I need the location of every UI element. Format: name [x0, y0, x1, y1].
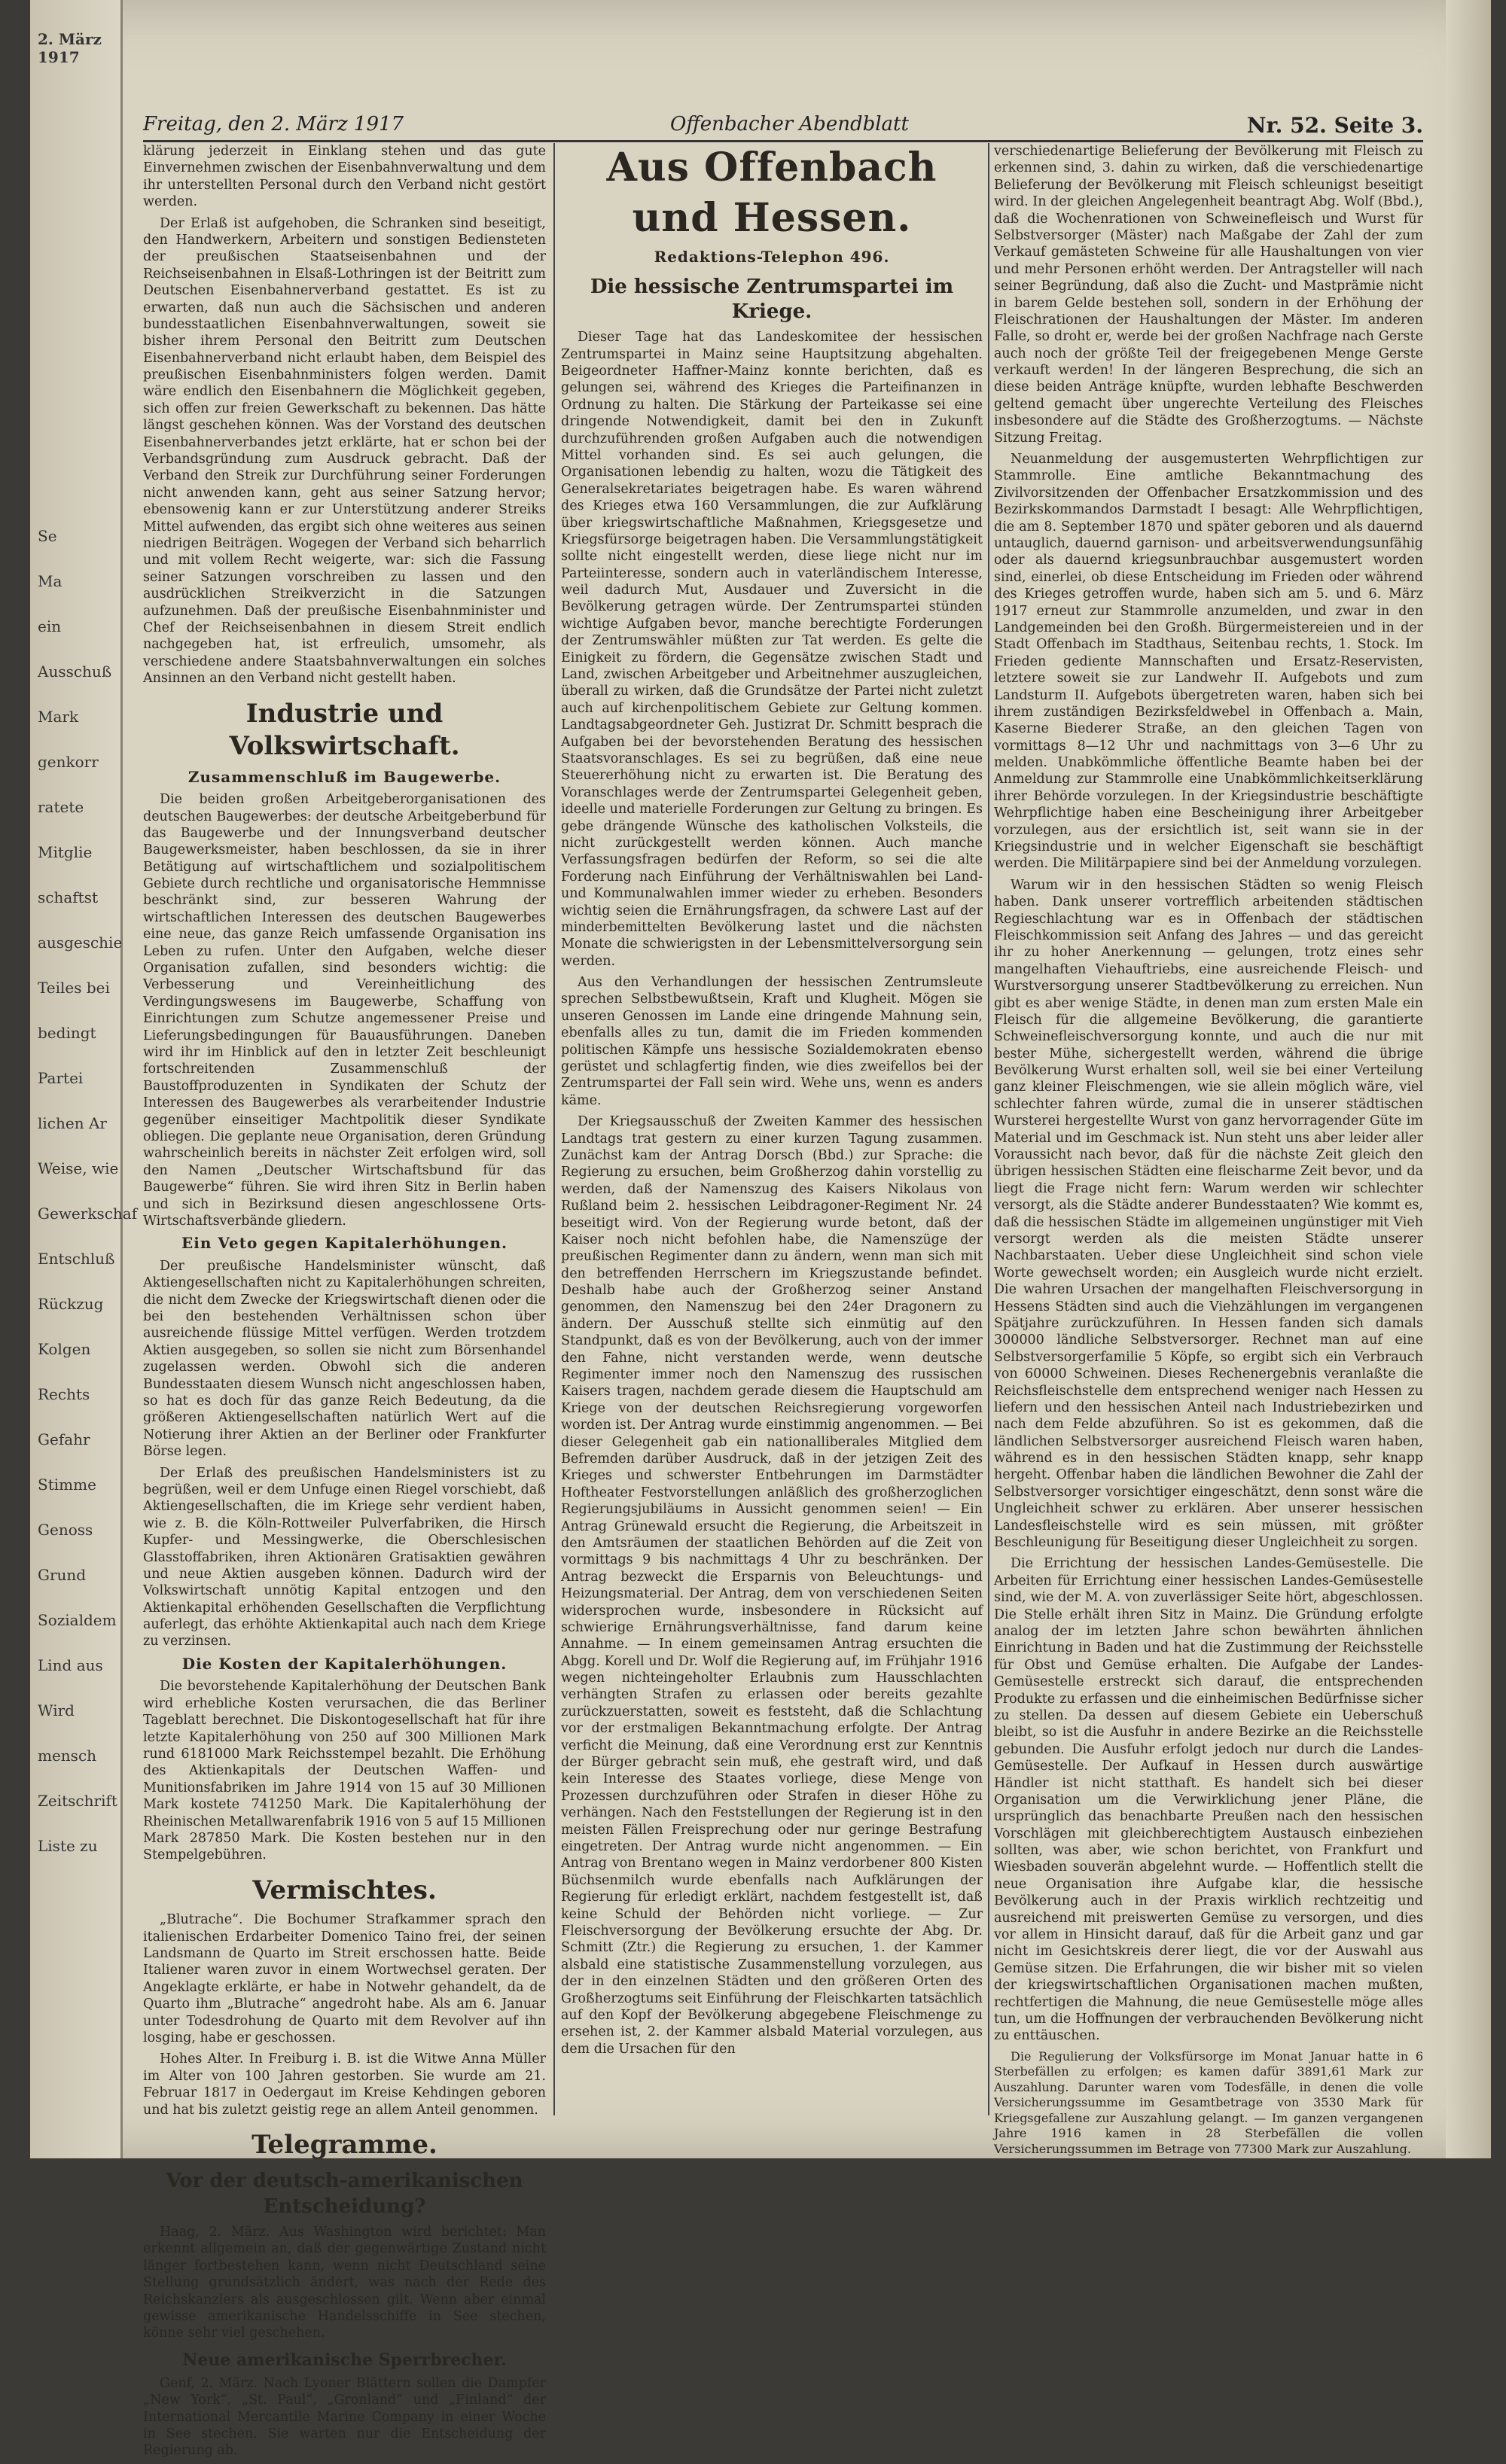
binding-shadow [1446, 0, 1491, 2158]
edge-fragment: Se [38, 527, 57, 545]
subheading: Zusammenschluß im Baugewerbe. [187, 767, 501, 786]
paragraph: Aus den Verhandlungen der hessischen Zentrumsleute sprechen Selbstbewußtsein, Kraft und Klugheit. Mögen sie unseren Genossen im Lande eine dringende Mahnung sein, ebenfalls alles zu tun, damit die im Frieden kommenden politischen Kämpfe uns hessische Sozialdemokraten ebenso gerüstet und schlagfertig finden, wie dies zweifellos bei der Zentrumspartei der Fall sein wird. Wehe uns, wenn es anders käme. [561, 975, 983, 1108]
section-heading-industrie: Industrie und Volkswirtschaft. [229, 698, 460, 762]
edge-fragment: ausgeschie [38, 934, 123, 952]
edge-fragment: Partei [38, 1069, 84, 1087]
paragraph: Der preußische Handelsminister wünscht, daß Aktiengesellschaften nicht zu Kapitalerhöhungen schreiten, die nicht dem Zwecke der Kriegswirtschaft dienen oder die bei den bestehenden Verhältnissen schon über ausreichende flüssige Mittel verfügen. Werden trotzdem Aktien ausgegeben, so sollen sie nicht zum Börsenhandel zugelassen werden. Obwohl sich die anderen Bundesstaaten diesem Wunsch nicht angeschlossen haben, so hat es doch für das ganze Reich Bedeutung, da die größeren Aktiengesellschaften natürlich Wert auf die Notierung ihrer Aktien an der Berliner oder Frankfurter Börse legen. [143, 1258, 546, 1460]
edge-fragment: Rechts [38, 1385, 90, 1403]
header-issue: Nr. 52. Seite 3. [1246, 113, 1423, 138]
paragraph: Haag, 2. März. Aus Washington wird berichtet: Man erkennt allgemein an, daß der gegenwärtige Zustand nicht länger fortbestehen kann, wenn nicht Deutschland seine Stellung grundsätzlich ändert, was nach der Rede des Reichskanzlers als ausgeschlossen gilt. Wenn aber einmal gewisse amerikanische Handelsschiffe in See stechen, könne sehr viel geschehen. [143, 2225, 546, 2341]
edge-fragment: genkorr [38, 753, 99, 771]
edge-fragment: mensch [38, 1747, 97, 1765]
edge-fragment: Teiles bei [38, 979, 110, 997]
edge-fragment: schaftst [38, 888, 99, 906]
paragraph: „Blutrache“. Die Bochumer Strafkammer sprach den italienischen Erdarbeiter Domenico Taino frei, der seinen Landsmann de Quarto im Streit erschossen hatte. Beide Italiener waren zuvor in einem Wortwechsel geraten. Der Angeklagte erklärte, er habe in Notwehr gehandelt, da de Quarto ihm „Blutrache“ angedroht habe. Als am 6. Januar unter Todesdrohung de Quarto mit dem Revolver auf ihn losging, habe er geschossen. [143, 1912, 546, 2045]
edge-fragment: Liste zu [38, 1837, 98, 1855]
redaktions-telephon: Redaktions-Telephon 496. [654, 248, 890, 267]
paragraph: Der Kriegsausschuß der Zweiten Kammer des hessischen Landtags trat gestern zu einer kurzen Tagung zusammen. Zunächst kam der Antrag Dorsch (Bbd.) zur Sprache: die Regierung zu ersuchen, beim Großherzog dahin vorstellig zu werden, daß der Namenszug des Kaisers Nikolaus von Rußland beim 2. hessischen Leibdragoner-Regiment Nr. 24 beseitigt wird. Von der Regierung wurde betont, daß der Kaiser noch nicht befohlen habe, die Namenszüge der preußischen Regimenter dann zu ändern, wenn man sich mit den betreffenden Herrschern im Kriegszustande befindet. Deshalb habe auch der Großherzog seiner Anstand genommen, den Namenszug bei den 24er Dragonern zu ändern. Der Ausschuß stellte sich einmütig auf den Standpunkt, daß es von der Bevölkerung, auch von der immer den Fahne, nicht verstanden werde, wenn deutsche Regimenter immer noch den Namenszug des russischen Kaisers tragen, nachdem gerade diesem die Hauptschuld am Kriege von der deutschen Reichsregierung vorgeworfen worden ist. Der Antrag wurde einstimmig angenommen. — Bei dieser Gelegenheit gab ein nationalliberales Mitglied dem Befremden darüber Ausdruck, daß in der jetzigen Zeit des Krieges und schwerster Entbehrungen im Darmstädter Hoftheater Festvorstellungen anläßlich des großherzoglichen Regierungsjubiläums in Aussicht genommen seien! — Ein Antrag Grünewald ersucht die Regierung, die Arbeitszeit in den Amtsräumen der staatlichen Behörden auf die Zeit von vormittags 9 bis nachmittags 4 Uhr zu beschränken. Der Antrag bezweckt die Ersparnis von Beleuchtungs- und Heizungsmaterial. Der Antrag, dem von verschiedenen Seiten widersprochen wurde, insbesondere in Rücksicht auf schwierige Ernährungsverhältnisse, fand darum keine Annahme. — In einem gemeinsamen Antrag ersuchten die Abgg. Korell und Dr. Wolf die Regierung auf, im Frühjahr 1916 wegen nichteingeholter Erlaubnis zum Hausschlachten verhängten Strafen zu erlassen oder bereits gezahlte zurückzuerstatten, soweit es feststeht, daß die Schlachtung vor der erstmaligen Bekanntmachung erfolgte. Der Antrag verficht die Meinung, daß eine Verordnung erst zur Kenntnis der Bürger gebracht sein muß, ehe gestraft wird, und daß kein Interesse des Staates vorliege, diese Menge von Prozessen durchzuführen oder Strafen in dieser Höhe zu verhängen. Nach den Feststellungen der Regierung ist in den meisten Fällen Freisprechung oder nur geringe Bestrafung eingetreten. Der Antrag wurde nicht angenommen. — Ein Antrag von Brentano wegen in Mainz verdorbener 800 Kisten Büchsenmilch wurde ebenfalls nach Aufklärungen der Regierung für erledigt erklärt, nachdem festgestellt ist, daß keine Schuld der Behörden nicht vorliege. — Zur Fleischversorgung der Bevölkerung ersuchte der Abg. Dr. Schmitt (Ztr.) die Regierung zu ersuchen, 1. der Kammer alsbald eine statistische Zusammenstellung vorzulegen, aus der in den einzelnen Städten und den größeren Orten des Großherzogtums seit Einführung der Fleischkarten tatsächlich auf den Kopf der Bevölkerung abgegebene Fleischmenge zu ersehen ist, 2. der Kammer alsbald Material vorzulegen, aus dem die Ursachen für den [561, 1114, 983, 2057]
edge-fragment: lichen Ar [38, 1114, 107, 1132]
article-heading: Vor der deutsch-amerikanischen Entscheidung? [166, 2170, 523, 2218]
edge-fragment: Grund [38, 1566, 87, 1584]
paragraph: Neuanmeldung der ausgemusterten Wehrpflichtigen zur Stammrolle. Eine amtliche Bekanntmachung des Zivilvorsitzenden der Offenbacher Ersatzkommission und des Bezirkskommandos Darmstadt I besagt: Alle Wehrpflichtigen, die am 8. September 1870 und später geboren und als dauernd untauglich, dauernd garnison- und arbeitsverwendungsunfähig oder als dauernd kriegsunbrauchbar ausgemustert worden sind, einerlei, ob diese Entscheidung im Frieden oder während des Krieges getroffen wurde, haben sich am 5. und 6. März 1917 erneut zur Stammrolle anzumelden, und zwar in den Landgemeinden bei den Großh. Bürgermeistereien und in der Stadt Offenbach im Stadthaus, Seitenbau rechts, 1. Stock. Im Frieden gediente Mannschaften und Ersatz-Reservisten, letztere soweit sie zur Landwehr II. Aufgebots und zum Landsturm II. Aufgebots übergetreten waren, haben sich bei ihrem zuständigen Bezirksfeldwebel in Offenbach a. Main, Kaserne Biederer Straße, an den gleichen Tagen von vormittags 8—12 Uhr und nachmittags von 3—6 Uhr zu melden. Unabkömmliche öffentliche Beamte haben bei der Anmeldung zur Stammrolle eine Unabkömmlichkeitserklärung ihrer Behörde vorzulegen. In der Kriegsindustrie beschäftigte Wehrpflichtige haben eine Bescheinigung ihrer Arbeitgeber vorzulegen, aus der ersichtlich ist, seit wann sie in der Kriegsindustrie und in welcher Eigenschaft sie beschäftigt werden. Die Militärpapiere sind bei der Anmeldung vorzulegen. [994, 452, 1423, 872]
newspaper-page [30, 0, 1491, 2459]
edge-fragment: Lind aus [38, 1656, 103, 1674]
column-rule [988, 143, 989, 2115]
edge-fragment: Gefahr [38, 1430, 90, 1448]
subheading: Die Kosten der Kapitalerhöhungen. [181, 1654, 508, 1673]
section-heading-aus-offenbach: Aus Offenbach und Hessen. [606, 145, 937, 241]
paragraph: Die Errichtung der hessischen Landes-Gemüsestelle. Die Arbeiten für Errichtung einer hessischen Landes-Gemüsestelle sind, wie der M. A. von zuverlässiger Seite hört, abgeschlossen. Die Stelle erhält ihren Sitz in Mainz. Die Gründung erfolgte analog der im letzten Jahre schon bewährten ähnlichen Einrichtung in Baden und hat die Zustimmung der Reichsstelle für Obst und Gemüse erhalten. Die Aufgabe der Landes-Gemüsestelle erstreckt sich darauf, die entsprechenden Produkte zu erfassen und die einheimischen Bedürfnisse sicher zu stellen. Da dessen auf diesem Gebiete ein Ueberschuß bleibt, so ist die Ausfuhr in andere Bezirke an die Reichsstelle gebunden. Die Ausfuhr erfolgt jedoch nur durch die Landes-Gemüsestelle. Der Aufkauf in Hessen durch auswärtige Händler ist nicht statthaft. Es handelt sich bei dieser Organisation um die Verwirklichung jener Pläne, die ursprünglich das benachbarte Preußen nach den hessischen Vorschlägen mit gleichberechtigtem Austausch einbeziehen sollten, was aber, wie schon berichtet, von Frankfurt und Wiesbaden souverän abgelehnt wurde. — Hoffentlich stellt die neue Organisation ihre Aufgabe klar, die hessische Bevölkerung auch in der Praxis wirklich rechtzeitig und ausreichend mit preiswerten Gemüse zu versorgen, und dies vor allem in Hinsicht darauf, daß für die Arbeit ganz und gar nicht im Gesichtskreis derer liegt, die vor der Auswahl aus Gemüse sitzen. Die Erfahrungen, die wir bisher mit so vielen der kriegswirtschaftlichen Organisationen machen mußten, rechtfertigen die Mahnung, die neue Gemüsestelle möge alles tun, um die Hoffnungen der verbrauchenden Bevölkerung nicht zu enttäuschen. [994, 1556, 1423, 2044]
edge-fragment: Gewerkschaf [38, 1205, 138, 1223]
header-paper-title: Offenbacher Abendblatt [670, 113, 909, 136]
edge-fragment: Genoss [38, 1521, 93, 1539]
column-1 [143, 143, 546, 2464]
section-heading-telegramme: Telegramme. [252, 2129, 437, 2160]
paragraph: Die bevorstehende Kapitalerhöhung der Deutschen Bank wird erhebliche Kosten verursachen, die das Berliner Tageblatt berechnet. Die Diskontogesellschaft hat für ihre letzte Kapitalerhöhung von 250 auf 300 Millionen Mark rund 6181000 Mark Reichsstempel bezahlt. Die Erhöhung des Aktienkapitals der Deutschen Waffen- und Munitionsfabriken im Jahre 1914 von 15 auf 30 Millionen Mark kostete 741250 Mark. Die Kapitalerhöhung der Rheinischen Metallwarenfabrik 1916 von 5 auf 15 Millionen Mark 287850 Mark. Die Kosten bestehen nur in den Stempelgebühren. [143, 1679, 546, 1863]
edge-fragment: Mitglie [38, 843, 93, 861]
paragraph: Der Erlaß ist aufgehoben, die Schranken sind beseitigt, den Handwerkern, Arbeitern und sonstigen Bediensteten der preußischen Staatseisenbahnen und der Reichseisenbahnen in Elsaß-Lothringen ist der Beitritt zum Deutschen Eisenbahnerverband gestattet. Es ist zu erwarten, daß nun auch die Sächsischen und anderen bundesstaatlichen Eisenbahnverwaltungen, soweit sie bisher ihrem Personal den Beitritt zum Deutschen Eisenbahnerverband nicht erlaubt haben, dem Beispiel des preußischen Eisenbahnministers folgen werden. Damit wäre endlich den Eisenbahnern die Möglichkeit gegeben, sich offen zur freien Gewerkschaft zu bekennen. Das hätte längst geschehen können. Was der Vorstand des deutschen Eisenbahnerverbandes jetzt erklärte, hat er schon bei der Verbandsgründung zum Ausdruck gebracht. Daß der Verband den Streik zur Durchführung seiner Forderungen nicht anwenden kann, geht aus seiner Satzung hervor; ebensowenig kann er zur Unterstützung anderer Streiks Mittel aufwenden, das ergibt sich ohne weiteres aus seinen niedrigen Beiträgen. Wogegen der Verband sich beharrlich und mit vollem Recht weigerte, war: sich die Fassung seiner Satzungen vorschreiben zu lassen und den ausdrücklichen Streikverzicht in die Satzungen aufzunehmen. Daß der preußische Eisenbahnminister und Chef der Reichseisenbahnen in diesem Streit endlich nachgegeben hat, ist erfreulich, umsomehr, als verschiedene andere Staatsbahnverwaltungen ein solches Ansinnen an den Verband nicht gestellt haben. [143, 215, 546, 687]
edge-fragment: Ausschuß [38, 662, 112, 681]
edge-fragment: Stimme [38, 1476, 96, 1494]
edge-fragment: ratete [38, 798, 84, 816]
paragraph: Die Regulierung der Volksfürsorge im Monat Januar hatte in 6 Sterbefällen zu erfolgen; es kamen dafür 3891,61 Mark zur Auszahlung. Darunter waren vom Todesfälle, in denen die volle Versicherungssumme im Gesamtbetrage von 3530 Mark für Kriegsgefallene zur Auszahlung gelangt. — Im ganzen vergangenen Jahre 1916 kamen in 28 Sterbefällen die vollen Versicherungssummen im Betrage von 77300 Mark zur Auszahlung. [994, 2048, 1423, 2156]
subheading: Ein Veto gegen Kapitalerhöhungen. [181, 1234, 508, 1253]
column-3 [994, 143, 1423, 2161]
paragraph: Hohes Alter. In Freiburg i. B. ist die Witwe Anna Müller im Alter von 100 Jahren gestorben. Sie wurde am 21. Februar 1817 in Oedergaut im Kreise Kehdingen geboren und hat bis zuletzt geistig rege an allem Anteil genommen. [143, 2051, 546, 2118]
edge-fragment: Sozialdem [38, 1611, 117, 1629]
section-heading-vermischtes: Vermischtes. [252, 1875, 437, 1905]
page-header [143, 113, 1423, 142]
column-rule [553, 143, 555, 2115]
paragraph: Genf, 2. März. Nach Lyoner Blättern sollen die Dampfer „New York“, „St. Paul“, „Gronland“ und „Finland“ der International Mercantile Marine Company in einer Woche in See stechen. Sie warten nur die Entscheidung der Regierung ab. [143, 2375, 546, 2459]
paragraph: Dieser Tage hat das Landeskomitee der hessischen Zentrumspartei in Mainz seine Hauptsitzung abgehalten. Beigeordneter Haffner-Mainz konnte berichten, daß es gelungen sei, während des Krieges die Parteifinanzen in Ordnung zu halten. Die Stärkung der Parteikasse sei eine dringende Notwendigkeit, damit bei den in Zukunft durchzuführenden großen Aufgaben auch die notwendigen Mittel vorhanden sind. Es sei auch gelungen, die Organisationen lebendig zu halten, wozu die Tätigkeit des Generalsekretariates beigetragen habe. Es waren während des Krieges etwa 160 Versammlungen, die zur Aufklärung über kriegswirtschaftliche Maßnahmen, Kriegsgesetze und Kriegsfürsorge beigetragen haben. Die Versammlungstätigkeit sollte nicht eingestellt werden, diese liege nicht nur im Parteiinteresse, sondern auch in vaterländischem Interesse, weil dadurch Mut, Ausdauer und Zuversicht in die Bevölkerung getragen würde. Der Zentrumspartei stünden wichtige Aufgaben bevor, manche berechtigte Forderungen der Zentrumswähler müßten zur Tat werden. Es gelte die Einigkeit zu fördern, die Gegensätze zwischen Stadt und Land, zwischen Arbeitgeber und Arbeitnehmer auszugleichen, überall zu wirken, daß die Grundsätze der Partei nicht zuletzt auch auf kirchenpolitischem Gebiete zur Geltung kommen. Landtagsabgeordneter Geh. Justizrat Dr. Schmitt besprach die Aufgaben bei der bevorstehenden Beratung des hessischen Staatsvoranschlages. Es sei zu begrüßen, daß eine neue Steuererhöhung nicht zu erwarten ist. Die Beratung des Voranschlages werde der Zentrumspartei Gelegenheit geben, ideelle und materielle Forderungen zur Geltung zu bringen. Es gebe drängende Wünsche des katholischen Volksteils, die nicht zurückgestellt werden können. Auch manche Verfassungsfragen bedürfen der Reform, so sei die alte Forderung nach Einführung der Verhältniswahlen bei Land- und Kommunalwahlen immer wieder zu erheben. Besonders wichtig seien die Ernährungsfragen, da schwere Last auf der minderbemittelten Bevölkerung lastet und die nächsten Monate die schwierigsten in der Lebensmittelversorgung sein werden. [561, 330, 983, 969]
article-heading: Neue amerikanische Sperrbrecher. [182, 2350, 507, 2370]
edge-fragment: Rückzug [38, 1295, 104, 1313]
paragraph: verschiedenartige Belieferung der Bevölkerung mit Fleisch zu erkennen sind, 3. dahin zu wirken, daß die verschiedenartige Belieferung der Bevölkerung mit Fleisch schleunigst beseitigt wird. In der gleichen Angelegenheit beantragt Abg. Wolf (Bbd.), daß die Wochenrationen von Schweinefleisch und Wurst für Selbstversorger (Mäster) nach Maßgabe der Zahl der zum Verkauf gemästeten Schweine für alle Haushaltungen von vier und mehr Personen erhöht werden. Der Antragsteller will nach seiner Begründung, daß also die Zucht- und Mastprämie nicht in barem Gelde bestehen soll, sondern in der Erhöhung der Fleischrationen der Haushaltungen der Mäster. Im anderen Falle, so droht er, werde bei der großen Nachfrage nach Gerste auch noch der größte Teil der freigegebenen Menge Gerste verkauft werden! In der längeren Besprechung, die sich an diese beiden Anträge knüpfte, wurden lebhafte Beschwerden geltend gemacht über ungerechte Verteilung des Fleisches insbesondere auf die Städte des Großherzogtums. — Nächste Sitzung Freitag. [994, 144, 1423, 446]
paragraph: Die beiden großen Arbeitgeberorganisationen des deutschen Baugewerbes: der deutsche Arbeitgeberbund für das Baugewerbe und der Innungsverband deutscher Baugewerksmeister, haben beschlossen, da sie in ihrer Betätigung auf wirtschaftlichem und sozialpolitischem Gebiete durch rechtliche und organisatorische Hemmnisse beschränkt sind, zur besseren Wahrung der wirtschaftlichen Interessen des deutschen Baugewerbes eine neue, das ganze Reich umfassende Organisation ins Leben zu rufen. Unter den Aufgaben, welche dieser Organisation zufallen, sind besonders wichtig: die Verbesserung und Vereinheitlichung des Verdingungswesens im Baugewerbe, Schaffung von Einrichtungen zum Schutze angemessener Preise und Lieferungsbedingungen für Bauausführungen. Daneben wird ihr im Hinblick auf den in letzter Zeit beschleunigt fortschreitenden Zusammenschluß der Baustoffproduzenten in Syndikaten der Schutz der Interessen des Baugewerbes als verarbeitender Industrie gegenüber einseitiger Machtpolitik dieser Syndikate obliegen. Die geplante neue Organisation, deren Gründung wahrscheinlich bereits in nächster Zeit erfolgen wird, soll den Namen „Deutscher Wirtschaftsbund für das Baugewerbe“ führen. Sie wird ihren Sitz in Berlin haben und sich in Bezirksund diesen angeschlossene Orts-Wirtschaftsverbände gliedern. [143, 792, 546, 1229]
column-2 [561, 143, 983, 2062]
header-date: Freitag, den 2. März 1917 [143, 113, 404, 136]
edge-fragment: Wird [38, 1701, 75, 1719]
paragraph: klärung jederzeit in Einklang stehen und das gute Einvernehmen zwischen der Eisenbahnverwaltung und dem ihr unterstellten Personal durch den Verband nicht gestört werden. [143, 144, 546, 210]
edge-fragment: Kolgen [38, 1340, 91, 1358]
edge-fragment: Mark [38, 708, 79, 726]
edge-fragment: Zeitschrift [38, 1792, 117, 1810]
edge-date: 2. März 1917 [38, 30, 102, 66]
edge-fragment: ein [38, 617, 62, 635]
edge-fragment: bedingt [38, 1024, 96, 1042]
edge-fragment: Weise, wie [38, 1159, 119, 1177]
paragraph: Der Erlaß des preußischen Handelsministers ist zu begrüßen, weil er dem Unfuge einen Riegel vorschiebt, daß Aktiengesellschaften, die im Kriege sehr verdient haben, wie z. B. die Köln-Rottweiler Pulverfabriken, die Hirsch Kupfer- und Messingwerke, die Oberschlesischen Glasstoffabriken, ihren Aktionären Gratisaktien gewähren und neue Aktien ausgeben können. Dadurch wird der Volkswirtschaft unnötig Kapital entzogen und den Aktienkapital erhöhenden Gesellschaften die Verpflichtung auferlegt, das erhöhte Aktienkapital auch nach dem Kriege zu verzinsen. [143, 1465, 546, 1649]
previous-page-edge [30, 0, 138, 2158]
edge-fragment: Entschluß [38, 1250, 115, 1268]
article-heading: Die hessische Zentrumspartei im Kriege. [590, 275, 954, 323]
edge-fragment: Ma [38, 572, 62, 590]
paragraph: Warum wir in den hessischen Städten so wenig Fleisch haben. Dank unserer vortrefflich arbeitenden städtischen Regieschlachtung war es in Offenbach der städtischen Fleischkommission seit Anfang des Jahres — und das gereicht ihr zu hoher Anerkennung — gelungen, trotz eines sehr mangelhaften Viehauftriebs, eine ausreichende Fleisch- und Wurstversorgung unserer Stadtbevölkerung zu erreichen. Nun gibt es aber wenige Städte, in denen man zum ersten Male ein Fleisch für die allgemeine Bevölkerung, die garantierte Schweinefleischversorgung konnte, und auch die nur mit bester Mühe, sichergestellt werden, während die übrige Bevölkerung Wurst erhalten soll, weil sie bei einer Verteilung ganz kleiner Fleischmengen, wie sie allein möglich wäre, viel schlechter fahren würde, zumal die in unserer städtischen Wursterei hergestellte Wurst von ganz hervorragender Güte im Material und im Geschmack ist. Nun steht uns aber leider aller Voraussicht nach bevor, daß für die nächste Zeit gleich den übrigen hessischen Städten eine fleischarme Zeit bevor, und da liegt die Frage nicht fern: Warum werden wir schlechter versorgt, als die Städte anderer Bundesstaaten? Wie kommt es, daß die hessischen Städte im allgemeinen ungünstiger mit Vieh versorgt werden als die meisten Städte unserer Nachbarstaaten. Ueber diese Ungleichheit sind schon viele Worte gewechselt worden; ein Ausgleich wurde nicht erzielt. Die wahren Ursachen der mangelhaften Fleischversorgung in Hessens Städten sind auch die Viehzählungen im vergangenen Spätjahre zurückzuführen. In Hessen fanden sich damals 300000 ländliche Selbstversorger. Rechnet man auf eine Selbstversorgerfamilie 5 Köpfe, so ergibt sich ein Verbrauch von 60000 Schweinen. Dieses Rechenergebnis veranlaßte die Reichsfleischstelle dem entsprechend weniger nach Hessen zu liefern und den hessischen Anteil nach Industriebezirken und nach dem Felde abzuführen. So ist es gekommen, daß die ländlichen Selbstversorger ausreichend Fleisch waren haben, während es in den hessischen Städten knapp, sehr knapp hergeht. Offenbar haben die ländlichen Bewohner die Zahl der Selbstversorger vorsichtiger eingeschätzt, denn sonst wäre die Ungleichheit schwer zu erklären. Aber unserer hessischen Landesfleischstelle wird es sein müssen, mit größter Beschleunigung für Beseitigung dieser Ungleichheit zu sorgen. [994, 877, 1423, 1551]
